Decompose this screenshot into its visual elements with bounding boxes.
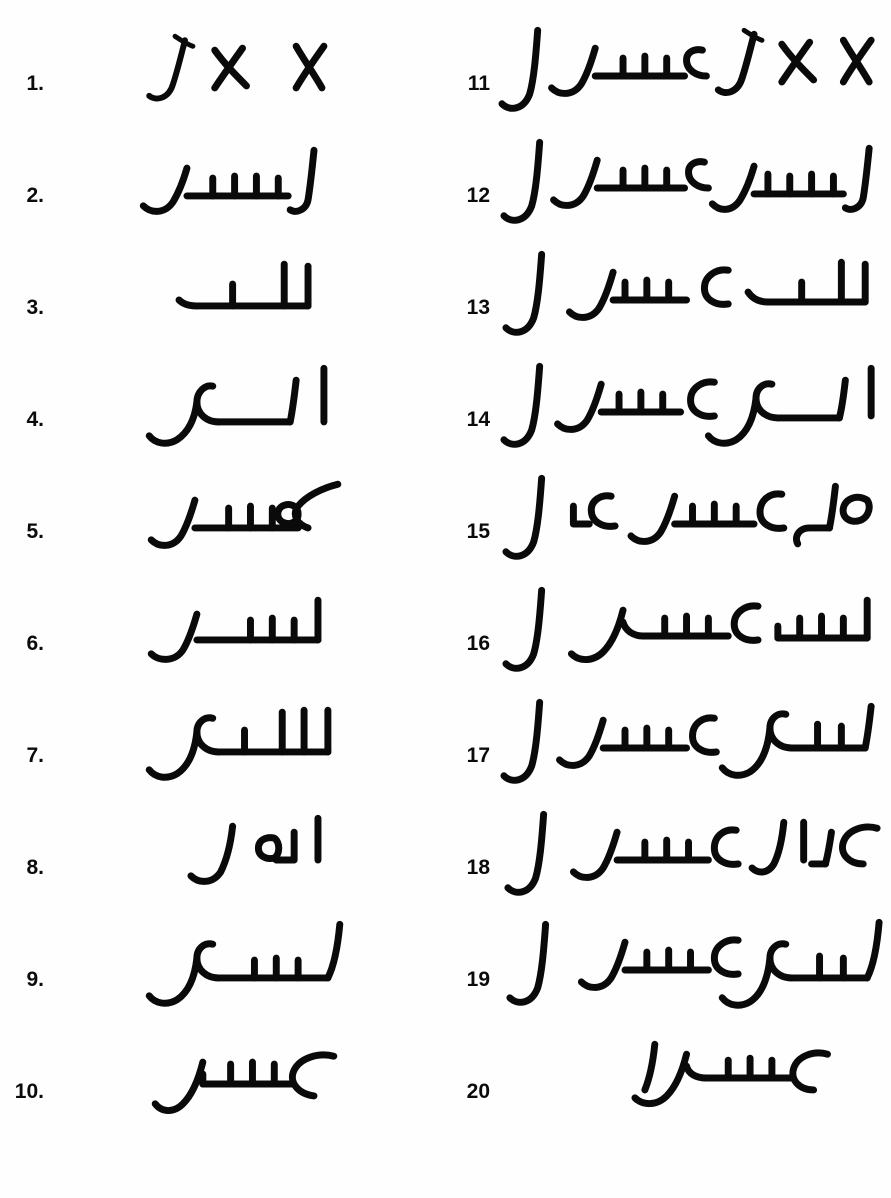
list-item — [0, 578, 445, 690]
item-number: 9. — [26, 967, 44, 991]
handwritten-word — [494, 1026, 891, 1138]
item-number: 14 — [466, 407, 490, 431]
handwritten-word — [494, 914, 891, 1026]
handwritten-word — [494, 242, 891, 354]
handwritten-word — [48, 690, 445, 802]
item-number: 8. — [26, 855, 44, 879]
handwritten-word — [494, 130, 891, 242]
handwritten-word — [494, 802, 891, 914]
item-number: 6. — [26, 631, 44, 655]
left-column — [0, 0, 445, 1198]
list-item — [0, 690, 445, 802]
handwritten-word — [48, 578, 445, 690]
item-number: 10. — [14, 1079, 44, 1103]
list-item — [0, 354, 445, 466]
handwritten-word — [494, 690, 891, 802]
list-item — [0, 1026, 445, 1138]
item-number: 15 — [466, 519, 490, 543]
item-number: 18 — [466, 855, 490, 879]
item-number: 11 — [467, 71, 490, 95]
handwritten-word — [494, 18, 891, 130]
list-item — [446, 578, 891, 690]
list-item — [0, 242, 445, 354]
item-number: 17 — [466, 743, 490, 767]
handwritten-word — [48, 242, 445, 354]
handwritten-word — [48, 18, 445, 130]
list-item — [446, 802, 891, 914]
list-item — [446, 242, 891, 354]
handwritten-word — [48, 1026, 445, 1138]
item-number: 5. — [26, 519, 44, 543]
item-number: 20 — [466, 1079, 490, 1103]
list-item — [446, 690, 891, 802]
item-number: 7. — [26, 743, 44, 767]
list-item — [446, 1026, 891, 1138]
right-column — [446, 0, 891, 1198]
list-item — [0, 18, 445, 130]
item-number: 19 — [466, 967, 490, 991]
list-item — [446, 466, 891, 578]
list-item — [446, 914, 891, 1026]
list-item — [0, 914, 445, 1026]
list-item — [0, 130, 445, 242]
list-item — [446, 130, 891, 242]
handwritten-word — [48, 130, 445, 242]
handwritten-word — [494, 354, 891, 466]
handwritten-word — [494, 578, 891, 690]
handwritten-word — [48, 466, 445, 578]
item-number: 1. — [26, 71, 44, 95]
item-number: 4. — [26, 407, 44, 431]
item-number: 2. — [26, 183, 44, 207]
item-number: 16 — [466, 631, 490, 655]
item-number: 12 — [466, 183, 490, 207]
handwritten-word — [48, 802, 445, 914]
list-item — [446, 18, 891, 130]
handwritten-word — [494, 466, 891, 578]
item-number: 3. — [26, 295, 44, 319]
handwritten-word — [48, 914, 445, 1026]
handwritten-word — [48, 354, 445, 466]
list-item — [446, 354, 891, 466]
list-item — [0, 802, 445, 914]
list-item — [0, 466, 445, 578]
item-number: 13 — [466, 295, 490, 319]
